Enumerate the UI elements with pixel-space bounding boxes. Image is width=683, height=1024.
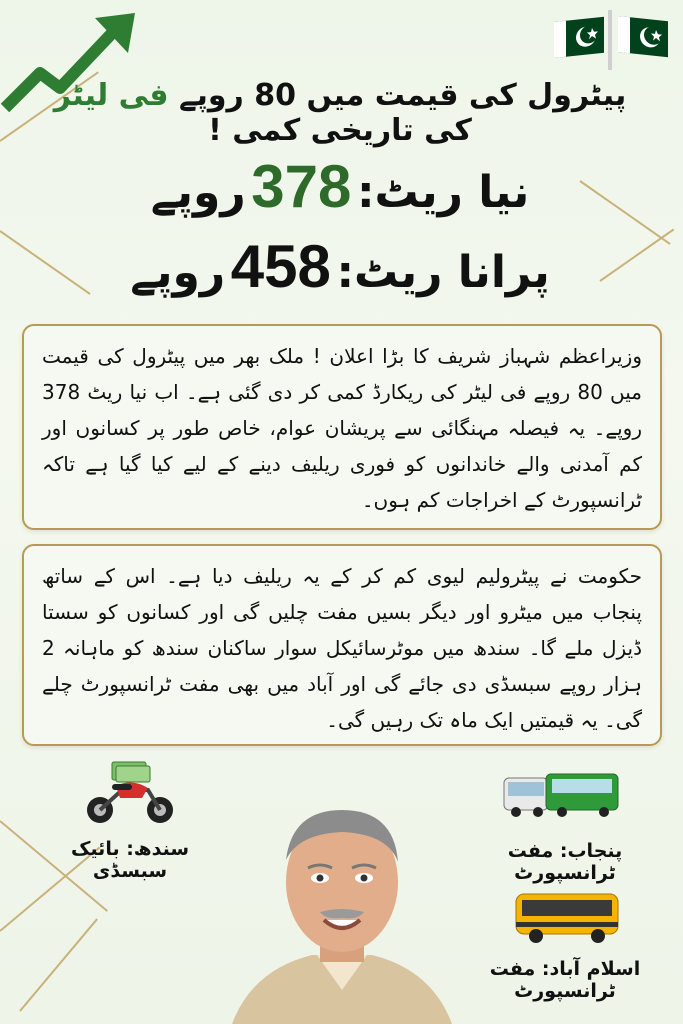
- relief-details-text: حکومت نے پیٹرولیم لیوی کم کر کے یہ ریلیف دیا ہے۔ اس کے ساتھ پنجاب میں میٹرو اور دیگر بسیں مفت چلیں گی اور کسانوں کو سستا ڈیزل ملے گا۔ سندھ میں موٹرسائیکل سوار ساکنان سندھ کو ماہانہ 2 ہزار روپے سبسڈی دی جائے گی اور آباد میں بھی مفت ٹرانسپورٹ چلے گی۔ یہ قیمتیں ایک ماہ تک رہیں گی۔: [42, 564, 642, 732]
- caption-punjab: پنجاب: مفت ٹرانسپورٹ: [507, 840, 623, 884]
- caption-sindh: سندھ: بائیک سبسڈی: [70, 838, 190, 882]
- new-rate: [80, 152, 600, 221]
- headline-part1: پیٹرول کی قیمت میں: [306, 78, 627, 113]
- announcement-text: وزیراعظم شہباز شریف کا بڑا اعلان ! ملک بھر میں پیٹرول کی قیمت میں 80 روپے فی لیٹر کی ریکارڈ کمی کر دی گئی ہے۔ اب نیا ریٹ 378 روپے۔ یہ فیصلہ مہنگائی سے پریشان عوام، خاص طور پر کسانوں اور کم آمدنی والے خاندانوں کو فوری ریلیف دینے کے لیے کیا گیا ہے تاکہ ٹرانسپورٹ کے اخراجات کم ہوں۔: [42, 344, 642, 512]
- new-rate-value: 378: [251, 153, 352, 220]
- pakistan-flags-icon: [548, 10, 676, 70]
- announcement-box: [22, 324, 662, 530]
- headline-number: 80: [254, 78, 296, 113]
- new-rate-currency: روپے: [150, 167, 246, 218]
- headline-highlight: فی لیٹر: [53, 78, 169, 113]
- new-rate-label: نیا ریٹ:: [356, 167, 530, 218]
- headline-part2: روپے: [179, 78, 244, 113]
- relief-details-box: [22, 544, 662, 746]
- yellow-bus-icon: [512, 888, 622, 946]
- motorcycle-money-icon: [82, 760, 178, 826]
- caption-islamabad: اسلام آباد: مفت ٹرانسپورٹ: [489, 958, 641, 1002]
- headline-part3: کی تاریخی کمی !: [208, 113, 472, 148]
- old-rate: [80, 232, 600, 301]
- headline: [40, 78, 640, 148]
- old-rate-value: 458: [230, 233, 331, 300]
- old-rate-currency: روپے: [130, 247, 226, 298]
- old-rate-label: پرانا ریٹ:: [336, 247, 550, 298]
- metro-bus-icon: [502, 770, 622, 820]
- prime-minister-portrait: [212, 790, 472, 1024]
